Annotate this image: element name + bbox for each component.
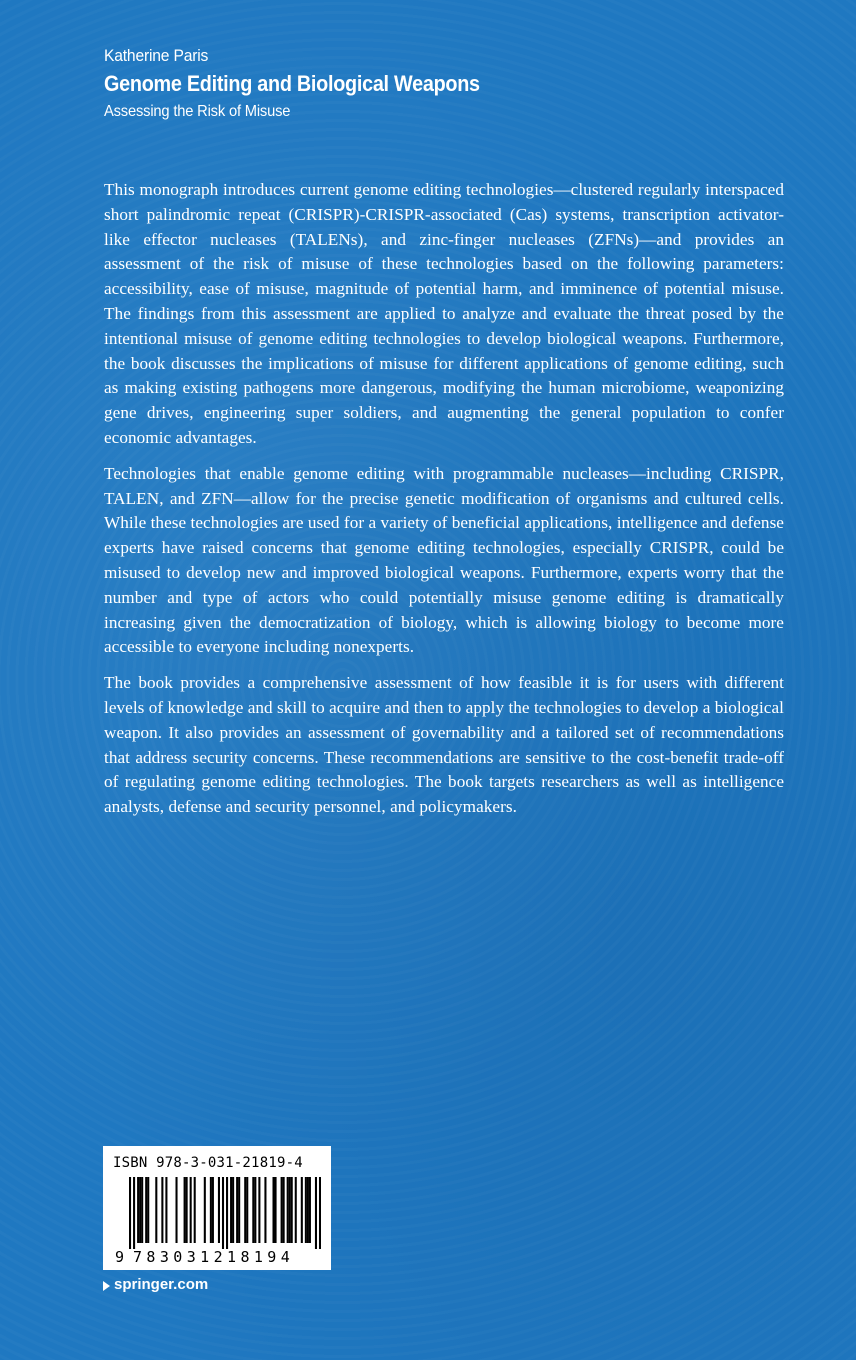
barcode-bar bbox=[141, 1177, 143, 1243]
blurb-paragraph-1: This monograph introduces current genome editing technologies—clustered regularly interspaced short palindromic repeat (CRISPR)-CRISPR-associated (Cas) systems, transcription activator-like effector nucleases (TALENs), and zinc-finger nucleases (ZFNs)—and provides an assessment of the risk of misuse of these technologies based on the following parameters: accessibility, ease of misuse, magnitude of potential harm, and imminence of potential misuse. The findings from this assessment are applied to analyze and evaluate the threat posed by the intentional misuse of genome editing technologies to develop biological weapons. Furthermore, the book discusses the implications of misuse for different applications of genome editing, such as making existing pathogens more dangerous, modifying the human microbiome, weaponizing gene drives, engineering super soldiers, and augmenting the general population to confer economic advantages. bbox=[104, 180, 784, 447]
barcode-bar bbox=[287, 1177, 289, 1243]
barcode-bar bbox=[137, 1177, 139, 1243]
cover-header bbox=[104, 44, 784, 123]
play-arrow-icon bbox=[103, 1281, 110, 1291]
barcode-bar bbox=[236, 1177, 238, 1243]
barcode-bar bbox=[204, 1177, 206, 1243]
blurb-paragraph-3: The book provides a comprehensive assessment of how feasible it is for users with different levels of knowledge and skill to acquire and then to apply the technologies to develop a biological weapon. It also provides an assessment of governability and a tailored set of recommendations that address security concerns. These recommendations are sensitive to the cost-benefit trade-off of regulating genome editing technologies. The book targets researchers as well as intelligence analysts, defense and security personnel, and policymakers. bbox=[104, 673, 784, 817]
barcode-graphic bbox=[129, 1177, 321, 1249]
barcode-bar bbox=[133, 1177, 135, 1249]
barcode-bar bbox=[212, 1177, 214, 1243]
barcode-bar bbox=[190, 1177, 192, 1243]
book-title: Genome Editing and Biological Weapons bbox=[104, 71, 480, 96]
barcode-bar bbox=[307, 1177, 309, 1243]
barcode-bar bbox=[232, 1177, 234, 1243]
barcode-lead-digit: 9 bbox=[115, 1248, 125, 1266]
barcode-bar bbox=[194, 1177, 196, 1243]
isbn-barcode bbox=[103, 1146, 331, 1270]
barcode-bar bbox=[129, 1177, 131, 1249]
barcode-bar bbox=[272, 1177, 274, 1243]
barcode-bar bbox=[222, 1177, 224, 1249]
barcode-bar bbox=[281, 1177, 283, 1243]
barcode-bar bbox=[147, 1177, 149, 1243]
barcode-bar bbox=[309, 1177, 311, 1243]
barcode-bar bbox=[186, 1177, 188, 1243]
barcode-bar bbox=[283, 1177, 285, 1243]
barcode-bar bbox=[145, 1177, 147, 1243]
barcode-bar bbox=[301, 1177, 303, 1243]
barcode-bar bbox=[210, 1177, 212, 1243]
barcode-bar bbox=[264, 1177, 266, 1243]
barcode-bar bbox=[244, 1177, 246, 1243]
isbn-label: ISBN 978-3-031-21819-4 bbox=[113, 1155, 303, 1171]
barcode-bar bbox=[315, 1177, 317, 1249]
barcode-bar bbox=[305, 1177, 307, 1243]
barcode-bar bbox=[289, 1177, 291, 1243]
barcode-bar bbox=[295, 1177, 297, 1243]
blurb-paragraph-2: Technologies that enable genome editing with programmable nucleases—including CRISPR, TALEN, and ZFN—allow for the precise genetic modification of organisms and cultured cells. While these technologies are used for a variety of beneficial applications, intelligence and defense experts have raised concerns that genome editing technologies, especially CRISPR, could be misused to develop new and improved biological weapons. Furthermore, experts worry that the number and type of actors who could potentially misuse genome editing is dramatically increasing given the democratization of biology, which is allowing biology to become more accessible to everyone including nonexperts. bbox=[104, 463, 784, 657]
barcode-bar bbox=[319, 1177, 321, 1249]
book-subtitle: Assessing the Risk of Misuse bbox=[104, 103, 291, 120]
barcode-bar bbox=[218, 1177, 220, 1243]
barcode-bar bbox=[175, 1177, 177, 1243]
barcode-bar bbox=[246, 1177, 248, 1243]
barcode-bar bbox=[184, 1177, 186, 1243]
barcode-bars bbox=[129, 1177, 321, 1249]
blurb bbox=[104, 178, 784, 831]
barcode-bar bbox=[252, 1177, 254, 1243]
barcode-bar bbox=[230, 1177, 232, 1243]
barcode-bar bbox=[226, 1177, 228, 1249]
barcode-bar bbox=[238, 1177, 240, 1243]
barcode-digits bbox=[103, 1248, 331, 1268]
barcode-bar bbox=[161, 1177, 163, 1243]
barcode-bar bbox=[291, 1177, 293, 1243]
barcode-bar bbox=[139, 1177, 141, 1243]
barcode-bar bbox=[254, 1177, 256, 1243]
barcode-bar bbox=[275, 1177, 277, 1243]
publisher-link[interactable] bbox=[103, 1275, 208, 1295]
publisher-link-label: springer.com bbox=[114, 1276, 209, 1293]
barcode-main-digits: 783031218194 bbox=[133, 1248, 295, 1266]
barcode-bar bbox=[165, 1177, 167, 1243]
author-name: Katherine Paris bbox=[104, 46, 209, 65]
barcode-bar bbox=[258, 1177, 260, 1243]
barcode-bar bbox=[155, 1177, 157, 1243]
